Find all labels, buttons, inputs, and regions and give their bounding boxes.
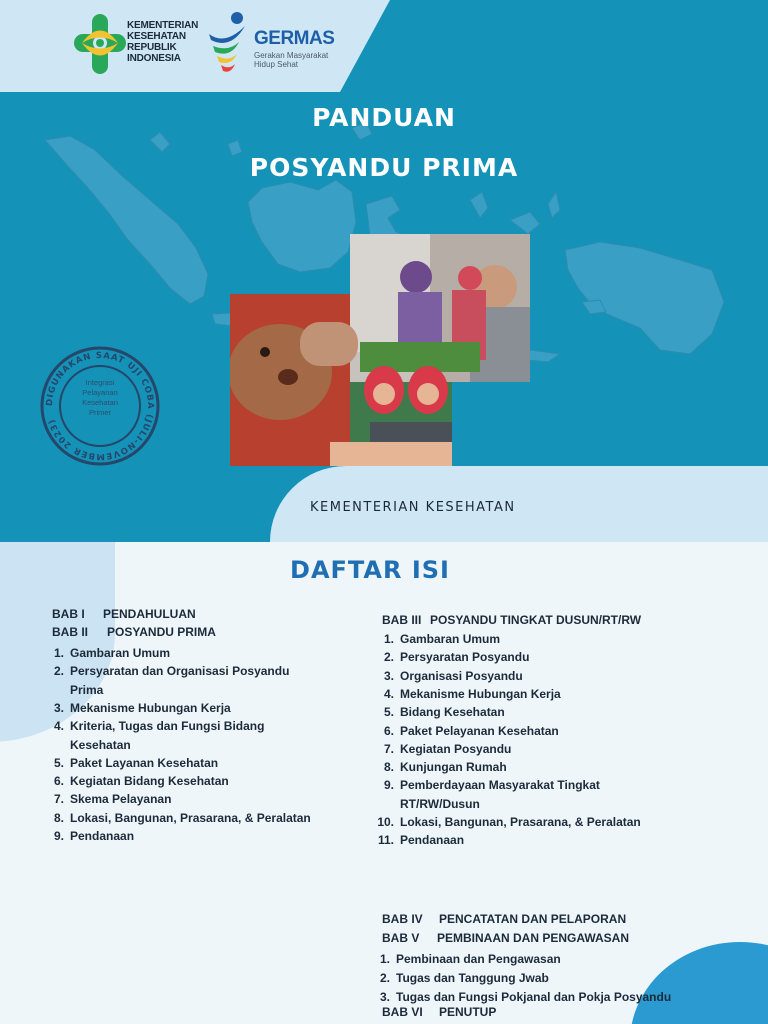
toc-item-number: 7. bbox=[383, 741, 394, 756]
toc-item-text: Persyaratan dan Organisasi Posyandu bbox=[70, 664, 290, 679]
toc-list-item bbox=[44, 773, 229, 789]
toc-list-item bbox=[374, 649, 529, 665]
toc-list-item bbox=[374, 814, 641, 830]
toc-item-text: Paket Pelayanan Kesehatan bbox=[400, 723, 559, 738]
toc-list-item bbox=[44, 755, 218, 771]
toc-bab-4: BAB IV PENCATATAN DAN PELAPORAN bbox=[382, 912, 627, 926]
toc-item-number: 6. bbox=[383, 723, 394, 738]
toc-item-number: 9. bbox=[383, 778, 394, 793]
toc-item-text: Mekanisme Hubungan Kerja bbox=[70, 700, 231, 715]
toc-item-number: 1. bbox=[53, 646, 64, 660]
toc-item-text: Pendanaan bbox=[400, 833, 465, 848]
toc-item-text: RT/RW/Dusun bbox=[400, 796, 480, 811]
cover-title-line-2: POSYANDU PRIMA bbox=[249, 153, 519, 182]
toc-list-item bbox=[374, 704, 505, 720]
toc-item-number: 4. bbox=[53, 719, 64, 734]
toc-item-text: Mekanisme Hubungan Kerja bbox=[400, 686, 561, 701]
toc-item-number: 3. bbox=[383, 668, 394, 683]
toc-list-item bbox=[44, 828, 134, 844]
toc-bab-2: BAB II POSYANDU PRIMA bbox=[52, 625, 216, 639]
toc-item-text: Prima bbox=[70, 682, 104, 697]
germas-title: GERMAS bbox=[254, 28, 335, 49]
toc-item-number: 3. bbox=[379, 990, 390, 1004]
toc-item-number: 1. bbox=[379, 952, 390, 966]
toc-item-number: 2. bbox=[379, 971, 390, 985]
toc-item-text: Kegiatan Bidang Kesehatan bbox=[70, 774, 229, 789]
toc-item-text: Gambaran Umum bbox=[70, 646, 171, 660]
toc-item-number: 7. bbox=[53, 792, 64, 807]
toc-list-item bbox=[374, 668, 523, 684]
toc-item-text: Tugas dan Tanggung Jwab bbox=[396, 971, 549, 985]
toc-list-item bbox=[44, 682, 103, 698]
toc-item-text: Pendanaan bbox=[70, 829, 135, 843]
toc-title: DAFTAR ISI bbox=[290, 556, 450, 584]
toc-item-text: Kunjungan Rumah bbox=[400, 760, 507, 775]
toc-bab-3: BAB III POSYANDU TINGKAT DUSUN/RT/RW bbox=[382, 613, 642, 627]
toc-item-text: Pemberdayaan Masyarakat Tingkat bbox=[400, 778, 600, 793]
toc-list-item bbox=[44, 791, 171, 807]
kemenkes-logo-text: KEMENTERIAN KESEHATAN REPUBLIK INDONESIA bbox=[127, 20, 199, 64]
toc-bab-5: BAB V PEMBINAAN DAN PENGAWASAN bbox=[382, 931, 630, 945]
toc-item-text: Tugas dan Fungsi Pokjanal dan Pokja Posyandu bbox=[396, 990, 672, 1004]
toc-list-item bbox=[44, 718, 264, 734]
toc-item-text: Skema Pelayanan bbox=[70, 792, 172, 807]
germas-subtitle: Gerakan Masyarakat Hidup Sehat bbox=[254, 51, 329, 69]
toc-item-text: Persyaratan Posyandu bbox=[400, 650, 530, 665]
toc-item-text: Lokasi, Bangunan, Prasarana, & Peralatan bbox=[400, 815, 641, 829]
toc-item-text: Bidang Kesehatan bbox=[400, 705, 505, 720]
toc-item-text: Kriteria, Tugas dan Fungsi Bidang bbox=[70, 719, 265, 734]
svg-text:DIGUNAKAN SAAT UJI COBA (JULI-: DIGUNAKAN SAAT UJI COBA (JULI-NOVEMBER 2023) bbox=[44, 350, 156, 462]
toc-list-item bbox=[44, 810, 311, 826]
toc-item-number: 9. bbox=[53, 829, 64, 843]
table-of-contents bbox=[0, 542, 768, 1024]
toc-item-number: 5. bbox=[53, 755, 64, 770]
toc-list-item bbox=[44, 737, 131, 753]
toc-list-item bbox=[44, 663, 289, 679]
toc-item-number: 8. bbox=[53, 810, 64, 825]
toc-list-item bbox=[374, 796, 480, 812]
toc-item-text: Gambaran Umum bbox=[400, 632, 501, 646]
posyandu-photo-collage bbox=[230, 232, 560, 466]
toc-item-text: Kegiatan Posyandu bbox=[400, 741, 512, 756]
toc-item-number: 5. bbox=[383, 705, 394, 720]
toc-item-text: Organisasi Posyandu bbox=[400, 668, 523, 683]
stamp-center-text: Integrasi Pelayanan Kesehatan Primer bbox=[82, 378, 118, 417]
toc-item-number: 3. bbox=[53, 700, 64, 715]
toc-list-item bbox=[374, 741, 511, 757]
toc-list-item bbox=[370, 970, 549, 986]
toc-item-number: 2. bbox=[383, 650, 394, 665]
toc-list-item bbox=[44, 700, 231, 716]
toc-list-item bbox=[370, 951, 561, 967]
toc-list-item bbox=[374, 631, 500, 647]
toc-item-text: Kesehatan bbox=[70, 737, 131, 752]
toc-item-text: Lokasi, Bangunan, Prasarana, & Peralatan bbox=[70, 810, 311, 825]
toc-list-item bbox=[374, 723, 559, 739]
toc-list-item bbox=[374, 777, 600, 793]
toc-list-item bbox=[374, 686, 561, 702]
toc-list-item bbox=[374, 832, 464, 848]
toc-item-number: 6. bbox=[53, 774, 64, 789]
toc-bab-6: BAB VI PENUTUP bbox=[382, 1005, 497, 1019]
cover-title-line-1: PANDUAN bbox=[312, 103, 456, 132]
toc-item-number: 11. bbox=[377, 833, 394, 848]
kemenkes-logo-icon bbox=[74, 12, 126, 76]
toc-list-item bbox=[374, 759, 507, 775]
toc-item-text: Pembinaan dan Pengawasan bbox=[396, 952, 561, 966]
toc-bab-1: BAB I PENDAHULUAN bbox=[52, 607, 196, 621]
toc-list-item bbox=[44, 645, 170, 661]
toc-item-number: 8. bbox=[383, 760, 394, 775]
decorative-blob bbox=[630, 942, 768, 1024]
toc-item-number: 4. bbox=[383, 686, 394, 701]
toc-item-number: 10. bbox=[377, 815, 394, 829]
toc-item-number: 2. bbox=[53, 664, 64, 679]
toc-list-item bbox=[370, 989, 671, 1005]
germas-logo-icon bbox=[205, 10, 255, 76]
toc-item-text: Paket Layanan Kesehatan bbox=[70, 755, 219, 770]
cover-footer-ministry: KEMENTERIAN KESEHATAN bbox=[310, 500, 516, 515]
toc-item-number: 1. bbox=[383, 632, 394, 646]
